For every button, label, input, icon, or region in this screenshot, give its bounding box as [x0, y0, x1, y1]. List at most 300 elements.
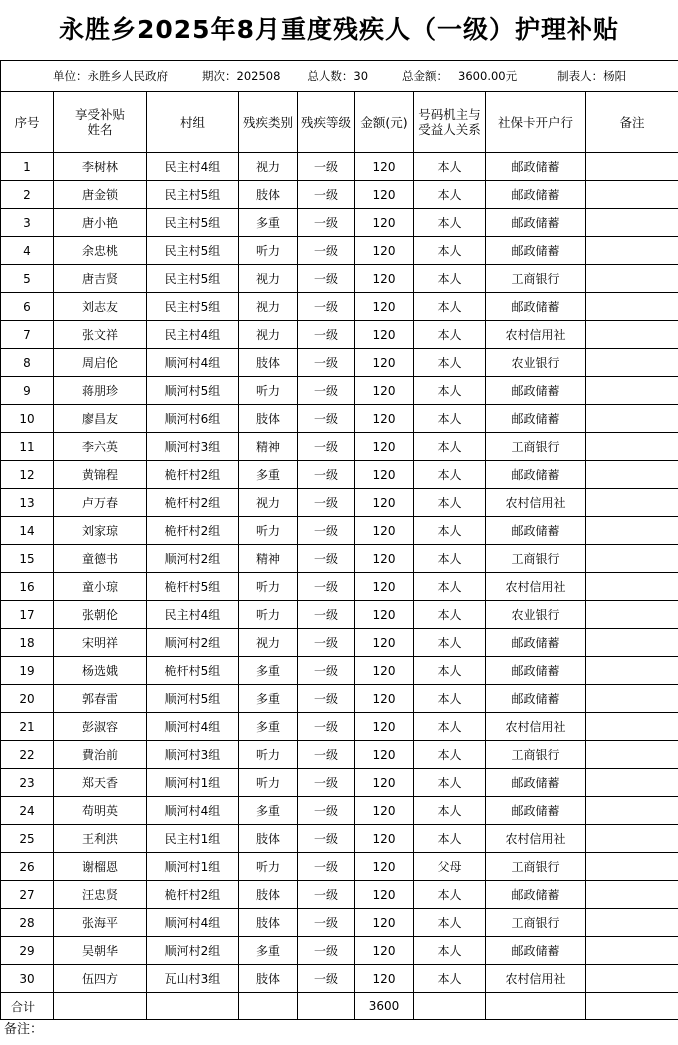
- table-row: [1, 293, 678, 321]
- table-cell: 工商银行: [486, 265, 586, 293]
- table-cell: [586, 657, 678, 685]
- table-cell: 本人: [414, 377, 486, 405]
- table-cell: 120: [355, 741, 414, 769]
- table-cell: [586, 937, 678, 965]
- table-cell: 邮政储蓄: [486, 293, 586, 321]
- table-cell: 顺河村5组: [147, 377, 239, 405]
- table-cell: 120: [355, 377, 414, 405]
- table-cell: 8: [1, 349, 54, 377]
- info-bar: [1, 61, 678, 91]
- table-cell: [586, 909, 678, 937]
- table-cell: [586, 321, 678, 349]
- table-cell: 刘志友: [54, 293, 147, 321]
- table-cell: [586, 405, 678, 433]
- table-cell: 本人: [414, 349, 486, 377]
- table-cell: [586, 573, 678, 601]
- table-cell: 桅杆村5组: [147, 573, 239, 601]
- table-cell: 本人: [414, 321, 486, 349]
- table-cell: 听力: [239, 517, 298, 545]
- table-cell: 27: [1, 881, 54, 909]
- table-row: [1, 433, 678, 461]
- table-cell: 工商银行: [486, 741, 586, 769]
- table-cell: 桅杆村2组: [147, 489, 239, 517]
- total-row: [1, 993, 678, 1020]
- table-cell: 本人: [414, 265, 486, 293]
- table-cell: 本人: [414, 545, 486, 573]
- table-cell: 120: [355, 181, 414, 209]
- table-cell: 农村信用社: [486, 489, 586, 517]
- table-cell: 一级: [298, 965, 355, 993]
- table-row: [1, 153, 678, 181]
- table-cell: 农村信用社: [486, 573, 586, 601]
- table-cell: 民主村1组: [147, 825, 239, 853]
- table-cell: 一级: [298, 909, 355, 937]
- table-cell: 1: [1, 153, 54, 181]
- table-cell: [586, 965, 678, 993]
- table-cell: 一级: [298, 713, 355, 741]
- table-cell: 120: [355, 937, 414, 965]
- table-cell: 顺河村1组: [147, 853, 239, 881]
- table-cell: 14: [1, 517, 54, 545]
- table-cell: 多重: [239, 937, 298, 965]
- table-cell: 本人: [414, 741, 486, 769]
- table-cell: 听力: [239, 377, 298, 405]
- header-cell: 备注: [586, 92, 678, 153]
- total-empty-cell: [54, 993, 147, 1020]
- table-cell: 肢体: [239, 965, 298, 993]
- table-cell: [586, 853, 678, 881]
- table-cell: 顺河村1组: [147, 769, 239, 797]
- table-cell: 顺河村6组: [147, 405, 239, 433]
- table-cell: 杨选娥: [54, 657, 147, 685]
- table-cell: 120: [355, 573, 414, 601]
- table-cell: 听力: [239, 237, 298, 265]
- table-cell: 民主村4组: [147, 153, 239, 181]
- table-cell: 邮政储蓄: [486, 209, 586, 237]
- table-cell: 顺河村4组: [147, 909, 239, 937]
- table-cell: 精神: [239, 433, 298, 461]
- table-cell: 农村信用社: [486, 713, 586, 741]
- table-cell: 本人: [414, 601, 486, 629]
- total-amount: 3600: [355, 993, 414, 1020]
- table-cell: 听力: [239, 573, 298, 601]
- table-cell: 一级: [298, 321, 355, 349]
- table-cell: 顺河村3组: [147, 433, 239, 461]
- table-cell: 120: [355, 433, 414, 461]
- table-cell: 本人: [414, 713, 486, 741]
- table-cell: 多重: [239, 797, 298, 825]
- total-empty-cell: [486, 993, 586, 1020]
- table-cell: 唐吉贤: [54, 265, 147, 293]
- table-cell: 23: [1, 769, 54, 797]
- table-row: [1, 881, 678, 909]
- table-cell: 童小琼: [54, 573, 147, 601]
- table-cell: 邮政储蓄: [486, 517, 586, 545]
- table-cell: 本人: [414, 293, 486, 321]
- table-cell: 视力: [239, 489, 298, 517]
- table-cell: 桅杆村2组: [147, 881, 239, 909]
- table-cell: 邮政储蓄: [486, 685, 586, 713]
- table-cell: 本人: [414, 489, 486, 517]
- table-cell: 工商银行: [486, 433, 586, 461]
- header-cell: 序号: [1, 92, 54, 153]
- document-title: 永胜乡2025年8月重度残疾人（一级）护理补贴: [59, 15, 619, 44]
- header-cell: [54, 92, 147, 153]
- table-cell: 伍四方: [54, 965, 147, 993]
- table-cell: 120: [355, 629, 414, 657]
- table-cell: 一级: [298, 629, 355, 657]
- header-cell: 残疾类别: [239, 92, 298, 153]
- table-row: [1, 545, 678, 573]
- table-cell: 本人: [414, 405, 486, 433]
- table-row: [1, 853, 678, 881]
- table-cell: 一级: [298, 461, 355, 489]
- table-cell: 120: [355, 601, 414, 629]
- table-cell: 一级: [298, 237, 355, 265]
- table-cell: 120: [355, 405, 414, 433]
- header-cell: [414, 92, 486, 153]
- table-cell: 本人: [414, 685, 486, 713]
- table-cell: 邮政储蓄: [486, 657, 586, 685]
- table-cell: 瓦山村3组: [147, 965, 239, 993]
- table-cell: 本人: [414, 937, 486, 965]
- table-cell: 苟明英: [54, 797, 147, 825]
- table-cell: 一级: [298, 265, 355, 293]
- table-cell: 本人: [414, 517, 486, 545]
- table-cell: 13: [1, 489, 54, 517]
- table-cell: 邮政储蓄: [486, 405, 586, 433]
- table-cell: 3: [1, 209, 54, 237]
- table-row: [1, 741, 678, 769]
- table-cell: 肢体: [239, 825, 298, 853]
- table-cell: 120: [355, 545, 414, 573]
- table-cell: [586, 349, 678, 377]
- header-cell: 社保卡开户行: [486, 92, 586, 153]
- table-cell: 邮政储蓄: [486, 377, 586, 405]
- table-cell: 吴朝华: [54, 937, 147, 965]
- table-cell: 李六英: [54, 433, 147, 461]
- footnote: 备注：: [4, 1022, 44, 1037]
- table-row: [1, 237, 678, 265]
- table-cell: 120: [355, 881, 414, 909]
- table-cell: 一级: [298, 433, 355, 461]
- table-cell: 一级: [298, 517, 355, 545]
- table-row: [1, 349, 678, 377]
- table-cell: 一级: [298, 377, 355, 405]
- table-cell: 本人: [414, 769, 486, 797]
- table-cell: 一级: [298, 545, 355, 573]
- table-cell: 民主村5组: [147, 181, 239, 209]
- table-cell: 本人: [414, 153, 486, 181]
- table-cell: [586, 461, 678, 489]
- table-cell: [586, 293, 678, 321]
- table-cell: 本人: [414, 965, 486, 993]
- table-cell: [586, 153, 678, 181]
- info-count: 总人数：30: [307, 69, 369, 83]
- table-cell: [586, 713, 678, 741]
- table-cell: 多重: [239, 209, 298, 237]
- table-cell: 民主村4组: [147, 321, 239, 349]
- table-cell: 本人: [414, 209, 486, 237]
- table-cell: 18: [1, 629, 54, 657]
- table-cell: 一级: [298, 601, 355, 629]
- table-row: [1, 601, 678, 629]
- header-cell: 村组: [147, 92, 239, 153]
- info-row: [1, 61, 678, 92]
- table-cell: [586, 377, 678, 405]
- table-cell: 农村信用社: [486, 965, 586, 993]
- table-cell: 父母: [414, 853, 486, 881]
- table-cell: [586, 741, 678, 769]
- table-cell: 视力: [239, 293, 298, 321]
- table-row: [1, 657, 678, 685]
- table-cell: 120: [355, 489, 414, 517]
- table-cell: 一级: [298, 937, 355, 965]
- table-cell: 21: [1, 713, 54, 741]
- table-cell: 视力: [239, 629, 298, 657]
- table-cell: 120: [355, 517, 414, 545]
- table-cell: 郑天香: [54, 769, 147, 797]
- table-cell: 听力: [239, 769, 298, 797]
- table-cell: [586, 265, 678, 293]
- table-cell: 120: [355, 265, 414, 293]
- table-cell: 本人: [414, 433, 486, 461]
- info-period: 期次：202508: [202, 69, 281, 83]
- table-row: [1, 629, 678, 657]
- table-cell: 120: [355, 657, 414, 685]
- table-cell: 顺河村4组: [147, 349, 239, 377]
- table-cell: 120: [355, 769, 414, 797]
- table-cell: 邮政储蓄: [486, 881, 586, 909]
- info-maker: 制表人：杨阳: [557, 69, 627, 83]
- table-cell: 多重: [239, 461, 298, 489]
- table-cell: 120: [355, 293, 414, 321]
- table-cell: 本人: [414, 797, 486, 825]
- table-cell: 120: [355, 797, 414, 825]
- table-cell: [586, 601, 678, 629]
- info-amount-label: 总金额：: [402, 69, 449, 83]
- table-cell: 顺河村5组: [147, 685, 239, 713]
- table-cell: 肢体: [239, 405, 298, 433]
- table-row: [1, 181, 678, 209]
- table-cell: 一级: [298, 293, 355, 321]
- table-cell: 4: [1, 237, 54, 265]
- table-cell: 22: [1, 741, 54, 769]
- table-cell: 童德书: [54, 545, 147, 573]
- table-cell: 19: [1, 657, 54, 685]
- table-cell: 120: [355, 853, 414, 881]
- table-cell: 120: [355, 909, 414, 937]
- table-cell: 邮政储蓄: [486, 797, 586, 825]
- table-cell: 28: [1, 909, 54, 937]
- table-row: [1, 405, 678, 433]
- table-cell: 26: [1, 853, 54, 881]
- table-cell: 6: [1, 293, 54, 321]
- table-cell: 农村信用社: [486, 321, 586, 349]
- table-cell: 邮政储蓄: [486, 629, 586, 657]
- table-cell: [586, 489, 678, 517]
- table-cell: 一级: [298, 405, 355, 433]
- table-cell: 多重: [239, 685, 298, 713]
- subsidy-table: [0, 60, 678, 1020]
- table-cell: 顺河村4组: [147, 713, 239, 741]
- table-cell: 15: [1, 545, 54, 573]
- table-cell: 王利洪: [54, 825, 147, 853]
- table-cell: 本人: [414, 573, 486, 601]
- header-cell-text: 享受补贴姓名: [74, 107, 125, 137]
- table-cell: 一级: [298, 153, 355, 181]
- table-cell: 120: [355, 237, 414, 265]
- table-cell: [586, 629, 678, 657]
- header-cell: 残疾等级: [298, 92, 355, 153]
- table-cell: 120: [355, 321, 414, 349]
- table-cell: [586, 517, 678, 545]
- table-cell: 农业银行: [486, 601, 586, 629]
- info-unit: 单位：永胜乡人民政府: [53, 69, 168, 83]
- table-row: [1, 713, 678, 741]
- table-cell: 29: [1, 937, 54, 965]
- table-cell: 一级: [298, 349, 355, 377]
- table-cell: 一级: [298, 853, 355, 881]
- table-row: [1, 377, 678, 405]
- table-cell: 2: [1, 181, 54, 209]
- table-cell: 本人: [414, 657, 486, 685]
- table-cell: 一级: [298, 769, 355, 797]
- table-cell: 精神: [239, 545, 298, 573]
- table-cell: 宋明祥: [54, 629, 147, 657]
- table-cell: 24: [1, 797, 54, 825]
- info-amount: 3600.00元: [458, 69, 518, 83]
- table-cell: 张文祥: [54, 321, 147, 349]
- table-cell: 一级: [298, 573, 355, 601]
- table-cell: 民主村5组: [147, 293, 239, 321]
- table-cell: 本人: [414, 825, 486, 853]
- table-cell: 一级: [298, 209, 355, 237]
- table-cell: 120: [355, 349, 414, 377]
- table-cell: 120: [355, 965, 414, 993]
- table-cell: 卢万春: [54, 489, 147, 517]
- table-cell: [586, 881, 678, 909]
- table-cell: 桅杆村2组: [147, 517, 239, 545]
- table-cell: 听力: [239, 853, 298, 881]
- table-cell: [586, 685, 678, 713]
- table-cell: 5: [1, 265, 54, 293]
- table-cell: 农村信用社: [486, 825, 586, 853]
- table-cell: 肢体: [239, 181, 298, 209]
- table-cell: 民主村5组: [147, 237, 239, 265]
- table-cell: 邮政储蓄: [486, 237, 586, 265]
- table-cell: 一级: [298, 825, 355, 853]
- table-cell: 视力: [239, 153, 298, 181]
- header-row: [1, 92, 678, 153]
- table-row: [1, 321, 678, 349]
- table-cell: 120: [355, 685, 414, 713]
- table-cell: 25: [1, 825, 54, 853]
- table-cell: 黄锦程: [54, 461, 147, 489]
- table-cell: 邮政储蓄: [486, 181, 586, 209]
- table-cell: 費治前: [54, 741, 147, 769]
- table-cell: 肢体: [239, 349, 298, 377]
- table-cell: 顺河村2组: [147, 545, 239, 573]
- table-cell: 肢体: [239, 881, 298, 909]
- table-cell: 张朝伦: [54, 601, 147, 629]
- table-cell: 肢体: [239, 909, 298, 937]
- table-cell: 邮政储蓄: [486, 461, 586, 489]
- table-cell: 民主村5组: [147, 209, 239, 237]
- table-cell: 民主村5组: [147, 265, 239, 293]
- table-cell: [586, 769, 678, 797]
- table-cell: [586, 797, 678, 825]
- table-cell: 唐金锁: [54, 181, 147, 209]
- table-cell: 顺河村2组: [147, 629, 239, 657]
- table-cell: 余忠桃: [54, 237, 147, 265]
- table-cell: 30: [1, 965, 54, 993]
- table-cell: 邮政储蓄: [486, 153, 586, 181]
- total-empty-cell: [298, 993, 355, 1020]
- total-empty-cell: [147, 993, 239, 1020]
- table-cell: [586, 825, 678, 853]
- table-cell: 120: [355, 713, 414, 741]
- table-cell: 一级: [298, 685, 355, 713]
- table-cell: 汪忠贤: [54, 881, 147, 909]
- table-cell: 李树林: [54, 153, 147, 181]
- table-cell: 工商银行: [486, 853, 586, 881]
- table-cell: 多重: [239, 657, 298, 685]
- table-cell: 120: [355, 209, 414, 237]
- table-row: [1, 769, 678, 797]
- table-cell: 本人: [414, 881, 486, 909]
- table-cell: 一级: [298, 741, 355, 769]
- table-cell: 顺河村3组: [147, 741, 239, 769]
- table-cell: 16: [1, 573, 54, 601]
- table-cell: 张海平: [54, 909, 147, 937]
- table-cell: 本人: [414, 181, 486, 209]
- table-cell: 邮政储蓄: [486, 937, 586, 965]
- table-cell: 12: [1, 461, 54, 489]
- table-cell: 顺河村4组: [147, 797, 239, 825]
- header-cell-text: 号码机主与受益人关系: [418, 107, 481, 137]
- table-row: [1, 265, 678, 293]
- total-label: 合计: [1, 993, 54, 1020]
- table-cell: 周启伦: [54, 349, 147, 377]
- table-cell: 10: [1, 405, 54, 433]
- table-row: [1, 909, 678, 937]
- table-cell: 多重: [239, 713, 298, 741]
- table-row: [1, 825, 678, 853]
- total-empty-cell: [239, 993, 298, 1020]
- table-cell: [586, 545, 678, 573]
- table-cell: 视力: [239, 265, 298, 293]
- table-row: [1, 965, 678, 993]
- table-row: [1, 937, 678, 965]
- table-cell: 一级: [298, 881, 355, 909]
- table-cell: 20: [1, 685, 54, 713]
- table-row: [1, 573, 678, 601]
- table-cell: 桅杆村2组: [147, 461, 239, 489]
- table-cell: 120: [355, 153, 414, 181]
- table-cell: 本人: [414, 461, 486, 489]
- table-cell: [586, 433, 678, 461]
- table-cell: 一级: [298, 657, 355, 685]
- table-cell: 一级: [298, 489, 355, 517]
- total-empty-cell: [414, 993, 486, 1020]
- table-cell: 120: [355, 825, 414, 853]
- table-cell: 民主村4组: [147, 601, 239, 629]
- table-cell: 本人: [414, 909, 486, 937]
- table-cell: 11: [1, 433, 54, 461]
- table-cell: 9: [1, 377, 54, 405]
- total-empty-cell: [586, 993, 678, 1020]
